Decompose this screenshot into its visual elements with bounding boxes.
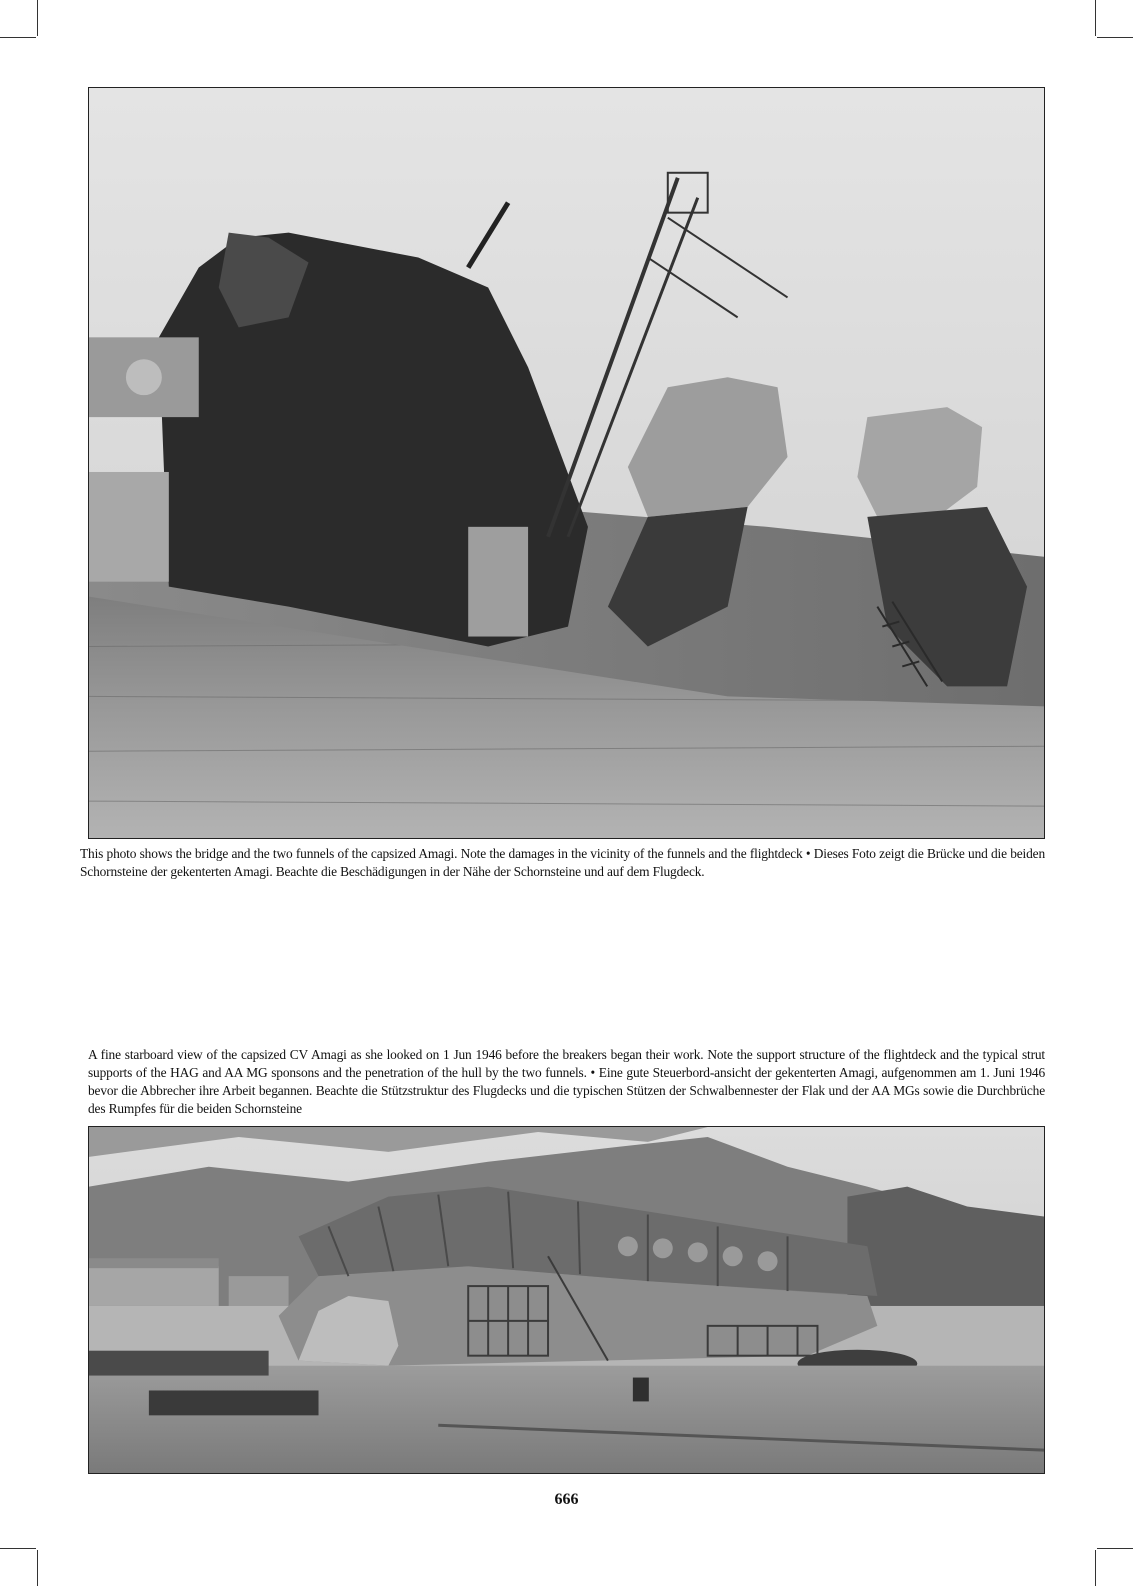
crop-mark-top-right-h (1097, 37, 1133, 38)
photo-starboard-view (88, 1126, 1045, 1474)
crop-mark-bottom-left (37, 1550, 38, 1586)
crop-mark-bottom-right (1095, 1550, 1096, 1586)
crop-mark-top-left-h (0, 37, 36, 38)
caption-bridge-funnels (80, 845, 1045, 881)
crop-mark-top-left (37, 0, 38, 36)
crop-mark-bottom-left-h (0, 1548, 36, 1549)
caption-starboard-view-text: A fine starboard view of the capsized CV Amagi as she looked on 1 Jun 1946 before the breakers began their work. Note the support structure of the flightdeck and the typical strut supports of the HAG and AA MG sponsons and the penetration of the hull by the two funnels. • Eine gute Steuerbord-ansicht der gekenterten Amagi, aufgenommen am 1. Juni 1946 bevor die Abbrecher ihre Arbeit begannen. Beachte die Stützstruktur des Flugdecks und die typischen Stützen der Schwalbennester der Flak und der AA MGs sowie die Durchbrüche des Rumpfes für die beiden Schornsteine (88, 1047, 1045, 1116)
photo-bridge-funnels (88, 87, 1045, 839)
caption-starboard-view (88, 1046, 1045, 1118)
photo-bridge-funnels-image (89, 88, 1044, 838)
crop-mark-top-right (1095, 0, 1096, 36)
crop-mark-bottom-right-h (1097, 1548, 1133, 1549)
photo-starboard-view-image (89, 1127, 1044, 1473)
page-number: 666 (554, 1491, 579, 1508)
caption-bridge-funnels-text: This photo shows the bridge and the two funnels of the capsized Amagi. Note the damages in the vicinity of the funnels and the flightdeck • Dieses Foto zeigt die Brücke und die beiden Schornsteine der gekenterten Amagi. Beachte die Beschädigungen in der Nähe der Schornsteine und auf dem Flugdeck. (80, 846, 1045, 879)
